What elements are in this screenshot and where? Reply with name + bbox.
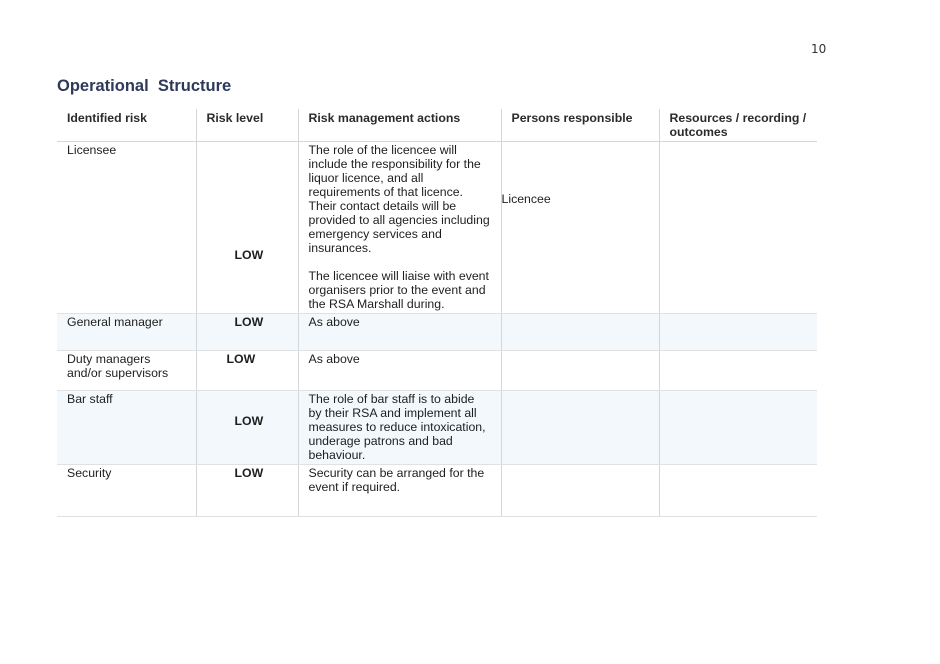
cell-resources (659, 391, 817, 465)
cell-resources (659, 314, 817, 351)
cell-resources (659, 465, 817, 517)
cell-persons-responsible (501, 351, 659, 391)
cell-resources (659, 142, 817, 314)
cell-risk-management-actions (298, 142, 501, 314)
action-paragraph: The role of the licencee will include the responsibility for the liquor licence, and all requirements of that licence. Their contact details will be provided to all agencies including emergency services and insurances. (308, 143, 490, 255)
header-identified-risk: Identified risk (57, 109, 196, 142)
cell-persons-responsible (501, 391, 659, 465)
page-number: 10 (811, 42, 827, 56)
header-risk-level: Risk level (196, 109, 298, 142)
table-row (57, 465, 817, 517)
table-row (57, 391, 817, 465)
risk-level-value: LOW (234, 414, 264, 428)
header-risk-management-actions: Risk management actions (298, 109, 501, 142)
header-persons-responsible: Persons responsible (501, 109, 659, 142)
cell-risk-level (196, 391, 298, 465)
cell-persons-responsible (501, 314, 659, 351)
cell-risk-management-actions: Security can be arranged for the event if required. (298, 465, 501, 517)
cell-identified-risk: Bar staff (57, 391, 196, 465)
cell-identified-risk: General manager (57, 314, 196, 351)
cell-risk-level: LOW (196, 351, 298, 391)
risk-level-value: LOW (234, 248, 264, 262)
table-row (57, 142, 817, 314)
header-resources-recording-outcomes: Resources / recording / outcomes (659, 109, 817, 142)
cell-risk-management-actions: As above (298, 314, 501, 351)
cell-identified-risk: Security (57, 465, 196, 517)
cell-risk-management-actions: As above (298, 351, 501, 391)
persons-value: Licencee (501, 192, 551, 206)
cell-risk-level (196, 142, 298, 314)
table-row (57, 351, 817, 391)
cell-risk-level: LOW (196, 465, 298, 517)
section-title: Operational Structure (57, 77, 232, 95)
cell-identified-risk: Licensee (57, 142, 196, 314)
cell-identified-risk: Duty managers and/or supervisors (57, 351, 196, 391)
action-paragraph: The licencee will liaise with event organisers prior to the event and the RSA Marshall during. (308, 269, 489, 311)
cell-resources (659, 351, 817, 391)
cell-risk-management-actions: The role of bar staff is to abide by their RSA and implement all measures to reduce intoxication, underage patrons and bad behaviour. (298, 391, 501, 465)
risk-table (57, 109, 817, 517)
cell-risk-level: LOW (196, 314, 298, 351)
table-header-row (57, 109, 817, 142)
table-row (57, 314, 817, 351)
cell-persons-responsible (501, 465, 659, 517)
cell-persons-responsible (501, 142, 659, 314)
